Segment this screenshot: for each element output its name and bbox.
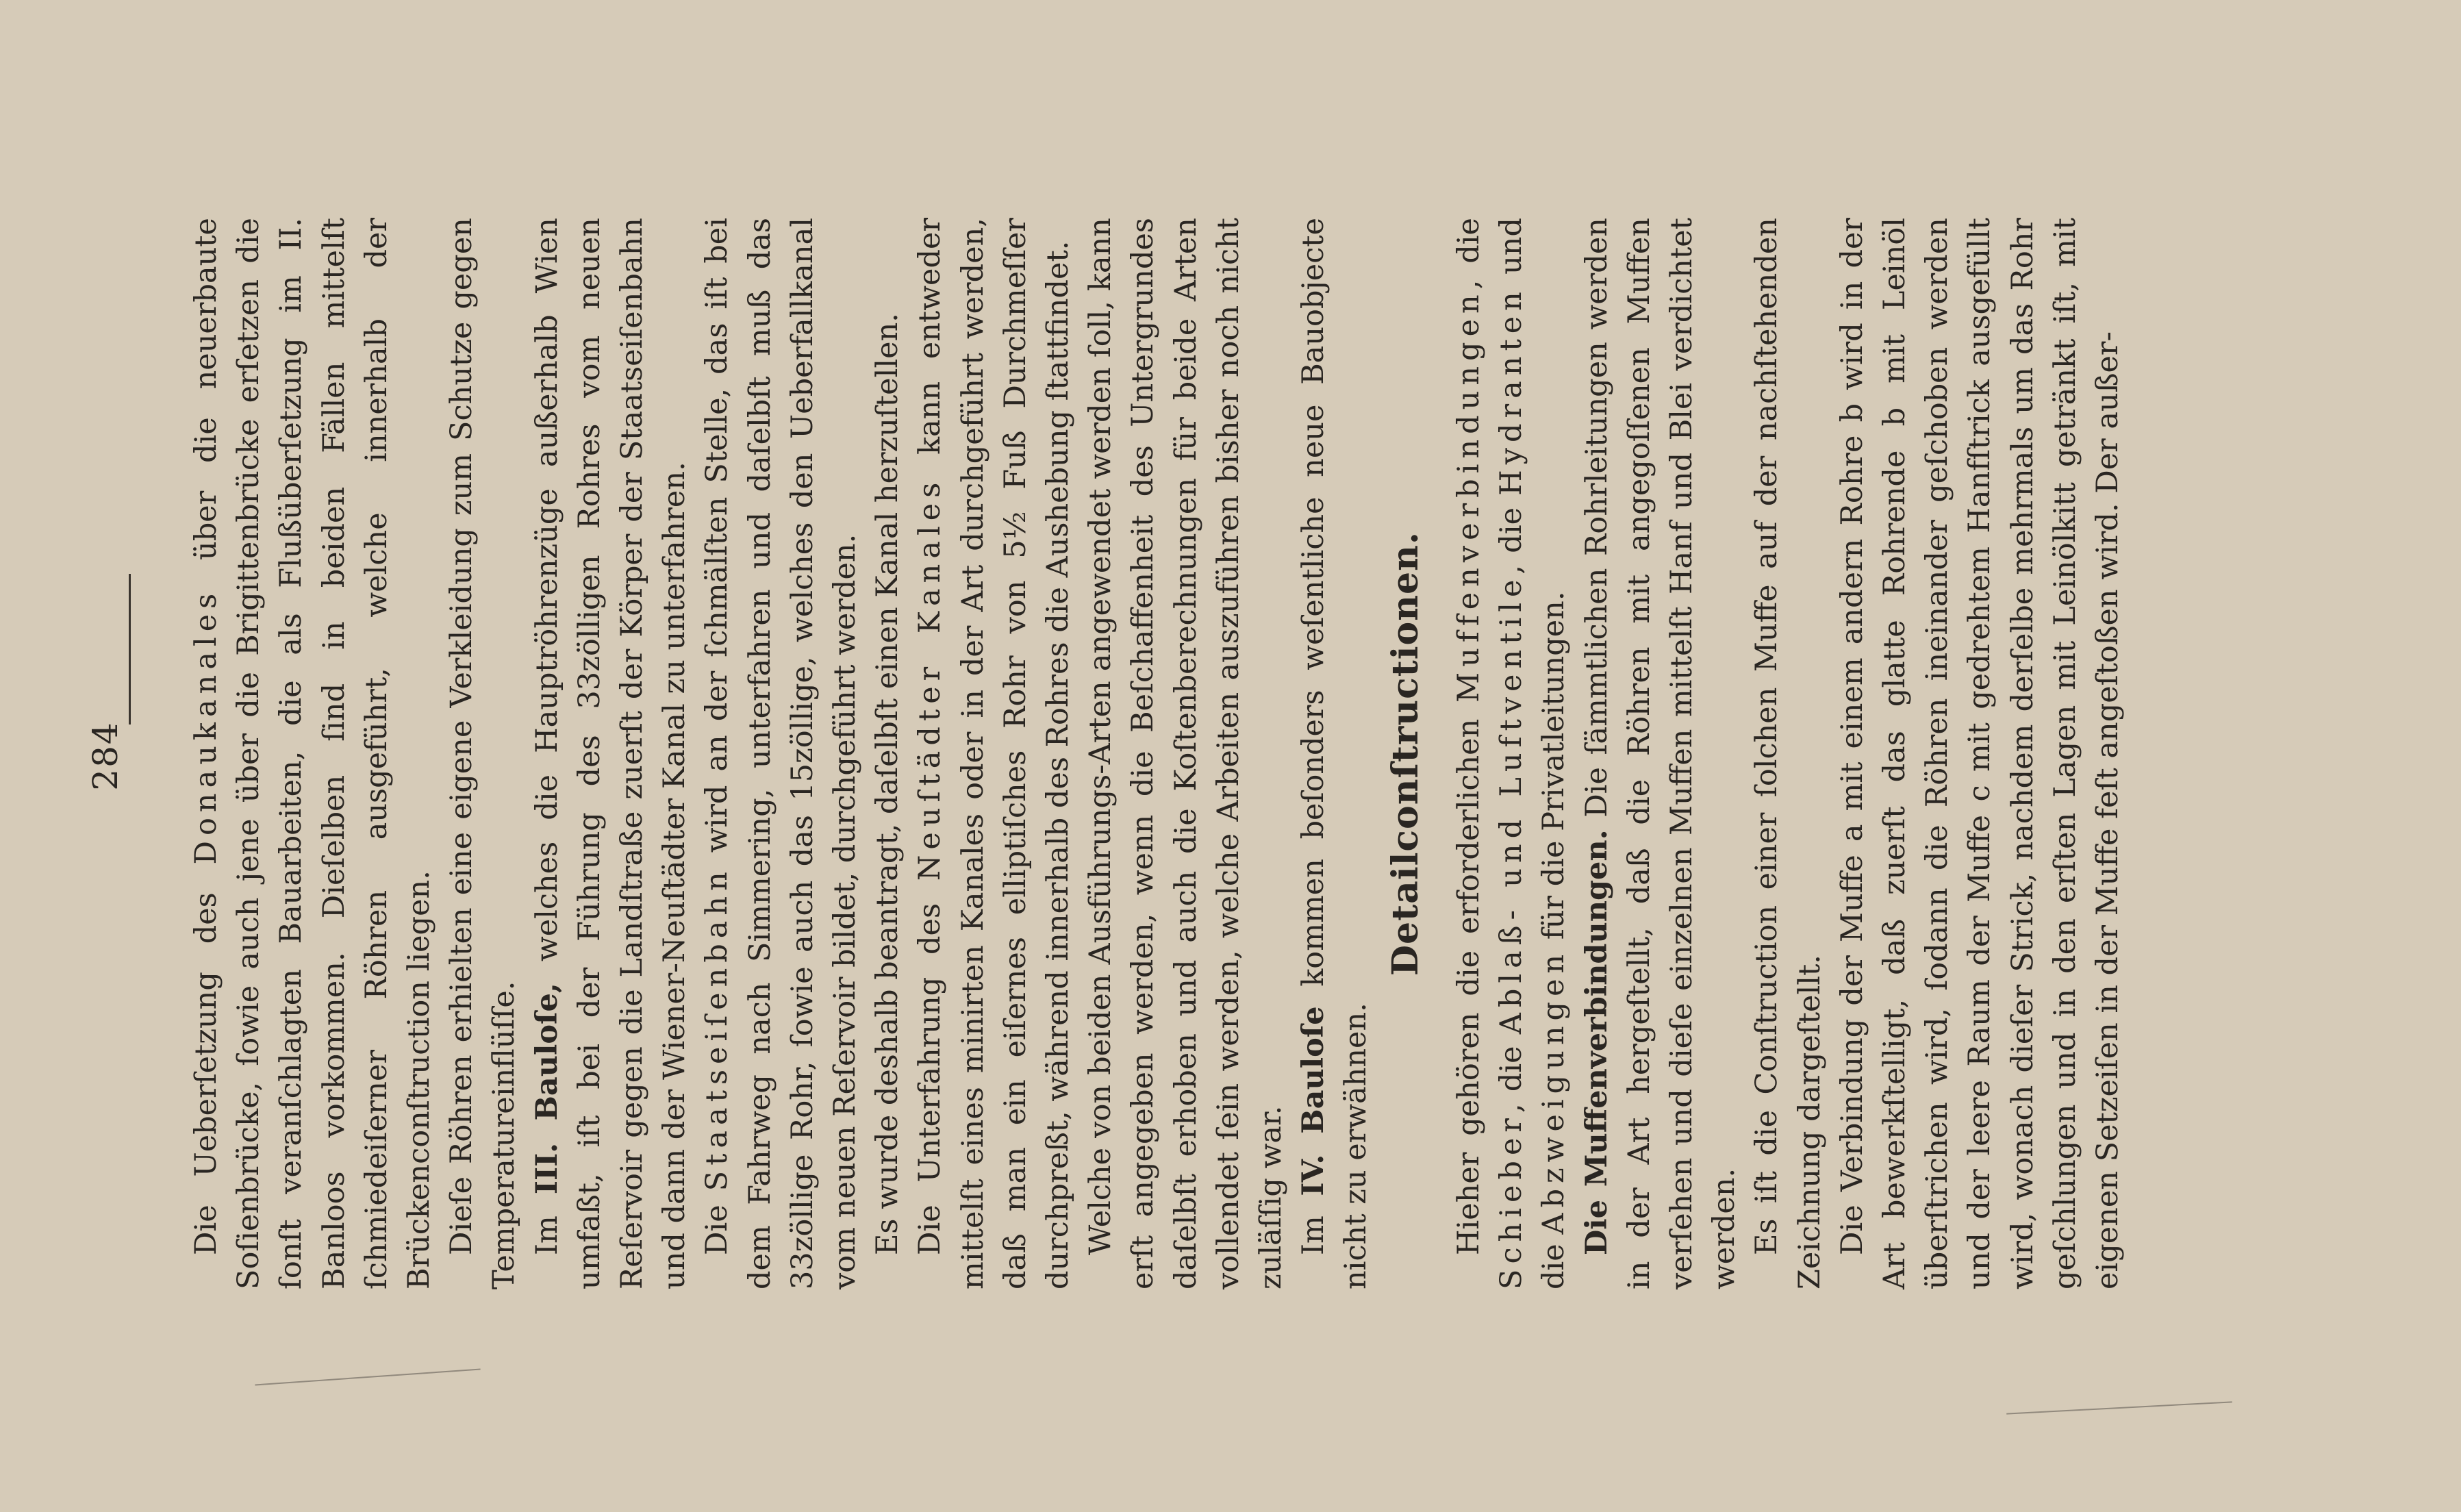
- paragraph: Es wurde deshalb beantragt, daſelbſt einen Kanal herzuſtellen.: [870, 313, 905, 1255]
- paragraph: Die Unterfahrung des Neuſtädter Kanales kann entweder mittelſt eines minirten Kanales oder in der Art durchgeführt werden, daß man ein eiſernes elliptiſches Rohr von 5½ Fuß Durchmeſſer durchpreßt, während innerhalb des Rohres die Aushebung ſtattfindet.: [913, 218, 1076, 1289]
- paragraph: Im III. Bauloſe, welches die Hauptröhrenzüge außerhalb Wien umfaßt, iſt bei der Führung des 33zölligen Rohres vom neuen Reſervoir gegen die Landſtraße zuerſt der Körper der Staatseiſenbahn und dann der Wiener-Neuſtädter Kanal zu unterfahren.: [529, 217, 692, 1289]
- page-number: 284: [86, 721, 125, 791]
- paragraph: Dieſe Röhren erhielten eine eigene Verkleidung zum Schutze gegen Temperatureinflüſſe.: [444, 218, 522, 1289]
- paragraph: Welche von beiden Ausführungs-Arten angewendet werden ſoll, kann erſt angegeben werden, wenn die Beſchaffenheit des Untergrundes daſelbſt erhoben und auch die Koſtenberechnungen für beide Arten vollendet ſein werden, welche Arbeiten auszuführen bisher noch nicht zuläſſig war.: [1083, 218, 1289, 1289]
- paragraph: Die Ueberſetzung des Donaukanales über die neuerbaute Soſienbrücke, ſowie auch jene über die Brigittenbrücke erſetzen die ſonſt veranſchlagten Bauarbeiten, die als Flußüberſetzung im II. Banloos vorkommen. Dieſelben ſind in beiden Fällen mittelſt ſchmiedeiſerner Röhren ausgeführt, welche innerhalb der Brückenconſtruction liegen.: [189, 218, 437, 1289]
- paragraph: Es iſt die Conſtruction einer ſolchen Muffe auf der nachſtehenden Zeichnung dargeſtellt.: [1750, 218, 1827, 1289]
- paragraph: Hieher gehören die erforderlichen Muffenverbindungen, die Schieber, die Ablaß- und Luftventile, die Hydranten und die Abzweigungen für die Privatleitungen.: [1451, 217, 1572, 1289]
- paragraph: Im IV. Bauloſe kommen beſonders weſentliche neue Bauobjecte nicht zu erwähnen.: [1296, 217, 1374, 1289]
- page-number-rule: [129, 574, 131, 724]
- section-heading: Detailconſtructionen.: [1384, 531, 1426, 977]
- paragraph: Die Muffenverbindungen. Die ſämmtlichen Rohrleitungen werden in der Art hergeſtellt, daß die Röhren mit angegoſſenen Muffen verſehen und dieſe einzelnen Muffen mittelſt Hanf und Blei verdichtet werden.: [1579, 218, 1742, 1289]
- body-text: [185, 218, 2129, 1289]
- paragraph: Die Staatseiſenbahn wird an der ſchmälſten Stelle, das iſt bei dem Fahrweg nach Simmering, unterfahren und daſelbſt muß das 33zöllige Rohr, ſowie auch das 15zöllige, welches den Ueberfallkanal vom neuen Reſervoir bildet, durchgeführt werden.: [700, 217, 863, 1289]
- paragraph: Die Verbindung der Muffe a mit einem andern Rohre b wird in der Art bewerkſtelligt, daß zuerſt das glatte Rohrende b mit Leinöl überſtrichen wird, ſodann die Röhren ineinander geſchoben werden und der leere Raum der Muffe c mit gedrehtem Hanfſtrick ausgefüllt wird, wonach dieſer Strick, nachdem derſelbe mehrmals um das Rohr geſchlungen und in den erſten Lagen mit Leinölkitt getränkt iſt, mit eigenen Setzeiſen in der Muffe feſt angeſtoßen wird. Der außer-: [1834, 218, 2125, 1289]
